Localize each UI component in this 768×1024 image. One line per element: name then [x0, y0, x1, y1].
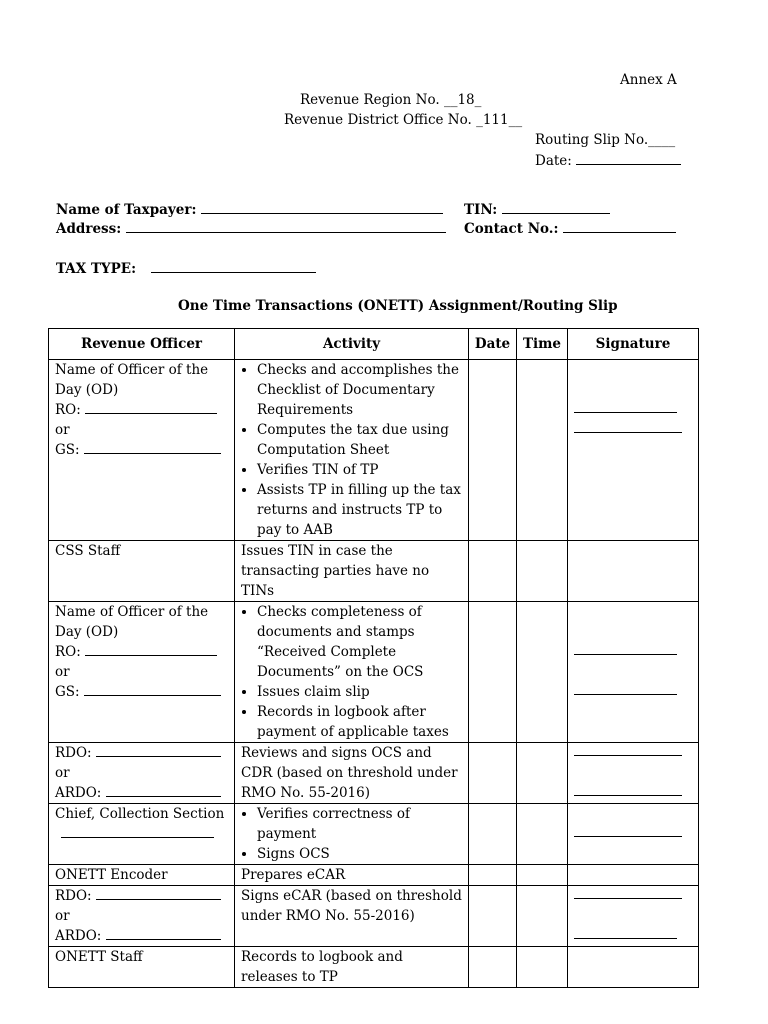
activity-cell: [235, 360, 469, 541]
activity-cell: [235, 804, 469, 865]
officer-cell: Name of Officer of the Day (OD) RO: or GS:: [49, 602, 235, 743]
date-cell[interactable]: [469, 541, 517, 602]
date-field: [535, 151, 681, 170]
officer-cell: RDO: or ARDO:: [49, 743, 235, 804]
table-row: [49, 602, 699, 743]
time-cell[interactable]: [517, 743, 568, 804]
activity-cell: Prepares eCAR: [235, 865, 469, 886]
activity-item: • Checks and accomplishes the Checklist of Documentary Requirements: [257, 360, 462, 420]
activity-item: • Checks completeness of documents and stamps “Received Complete Documents” on the OCS: [257, 602, 462, 682]
date-label: Date:: [535, 153, 572, 169]
ro-name-line[interactable]: [85, 400, 217, 414]
signature-cell[interactable]: [568, 804, 699, 865]
table-row: [49, 865, 699, 886]
annex-label: Annex A: [620, 72, 677, 88]
date-cell[interactable]: [469, 602, 517, 743]
rdo-name-line[interactable]: [96, 886, 221, 900]
time-cell[interactable]: [517, 947, 568, 988]
tin-label: TIN:: [464, 202, 498, 218]
time-cell[interactable]: [517, 541, 568, 602]
header-revenue-officer: Revenue Officer: [49, 329, 235, 360]
officer-cell: Chief, Collection Section: [49, 804, 235, 865]
officer-cell: CSS Staff: [49, 541, 235, 602]
header-activity: Activity: [235, 329, 469, 360]
address-line[interactable]: [126, 219, 446, 233]
time-cell[interactable]: [517, 865, 568, 886]
date-cell[interactable]: [469, 886, 517, 947]
contact-field: [464, 219, 676, 238]
table-row: [49, 947, 699, 988]
revenue-region: Revenue Region No. __18_: [300, 92, 482, 108]
chief-name-line[interactable]: [61, 824, 214, 838]
ardo-name-line[interactable]: [106, 926, 221, 940]
time-cell[interactable]: [517, 602, 568, 743]
activity-item: • Records in logbook after payment of applicable taxes: [257, 702, 462, 742]
officer-cell: ONETT Staff: [49, 947, 235, 988]
header-time: Time: [517, 329, 568, 360]
contact-label: Contact No.:: [464, 221, 559, 237]
ro-name-line[interactable]: [85, 642, 217, 656]
address-field: [56, 219, 446, 238]
table-header-row: [49, 329, 699, 360]
table-row: [49, 804, 699, 865]
gs-name-line[interactable]: [84, 682, 221, 696]
date-line[interactable]: [576, 151, 681, 165]
activity-item: • Signs OCS: [257, 844, 462, 864]
signature-line[interactable]: [574, 795, 682, 796]
signature-cell[interactable]: [568, 947, 699, 988]
officer-cell: Name of Officer of the Day (OD) RO: or GS:: [49, 360, 235, 541]
table-row: [49, 743, 699, 804]
tax-type-label: TAX TYPE:: [56, 261, 137, 277]
tax-type-field: [56, 259, 316, 278]
date-cell[interactable]: [469, 865, 517, 886]
activity-cell: Signs eCAR (based on threshold under RMO No. 55-2016): [235, 886, 469, 947]
activity-cell: [235, 602, 469, 743]
taxpayer-name-line[interactable]: [201, 200, 443, 214]
signature-cell[interactable]: [568, 886, 699, 947]
ardo-name-line[interactable]: [106, 783, 221, 797]
signature-cell[interactable]: [568, 360, 699, 541]
activity-cell: Reviews and signs OCS and CDR (based on threshold under RMO No. 55-2016): [235, 743, 469, 804]
table-row: [49, 541, 699, 602]
tin-line[interactable]: [502, 200, 610, 214]
routing-slip-number: Routing Slip No.____: [535, 132, 676, 148]
signature-cell[interactable]: [568, 602, 699, 743]
address-label: Address:: [56, 221, 122, 237]
activity-item: • Verifies correctness of payment: [257, 804, 462, 844]
date-cell[interactable]: [469, 743, 517, 804]
taxpayer-name-label: Name of Taxpayer:: [56, 202, 197, 218]
time-cell[interactable]: [517, 804, 568, 865]
revenue-district-office: Revenue District Office No. _111__: [284, 112, 523, 128]
header-date: Date: [469, 329, 517, 360]
activity-item: • Assists TP in filling up the tax returns and instructs TP to pay to AAB: [257, 480, 462, 540]
activity-cell: Records to logbook and releases to TP: [235, 947, 469, 988]
officer-cell: ONETT Encoder: [49, 865, 235, 886]
date-cell[interactable]: [469, 947, 517, 988]
officer-cell: RDO: or ARDO:: [49, 886, 235, 947]
signature-line[interactable]: [574, 938, 677, 939]
date-cell[interactable]: [469, 360, 517, 541]
tin-field: [464, 200, 610, 219]
tax-type-line[interactable]: [151, 259, 316, 273]
activity-item: • Verifies TIN of TP: [257, 460, 462, 480]
time-cell[interactable]: [517, 360, 568, 541]
routing-table: [48, 328, 699, 988]
activity-cell: Issues TIN in case the transacting parties have no TINs: [235, 541, 469, 602]
signature-cell[interactable]: [568, 865, 699, 886]
signature-line[interactable]: [574, 694, 677, 695]
gs-name-line[interactable]: [84, 440, 221, 454]
table-row: [49, 360, 699, 541]
signature-cell[interactable]: [568, 743, 699, 804]
signature-cell[interactable]: [568, 541, 699, 602]
contact-line[interactable]: [563, 219, 676, 233]
rdo-name-line[interactable]: [96, 743, 221, 757]
form-title: One Time Transactions (ONETT) Assignment/Routing Slip: [178, 298, 618, 314]
taxpayer-name-field: [56, 200, 443, 219]
table-row: [49, 886, 699, 947]
activity-item: • Issues claim slip: [257, 682, 462, 702]
signature-line[interactable]: [574, 432, 682, 433]
time-cell[interactable]: [517, 886, 568, 947]
date-cell[interactable]: [469, 804, 517, 865]
activity-item: • Computes the tax due using Computation Sheet: [257, 420, 462, 460]
signature-line[interactable]: [574, 836, 682, 837]
header-signature: Signature: [568, 329, 699, 360]
